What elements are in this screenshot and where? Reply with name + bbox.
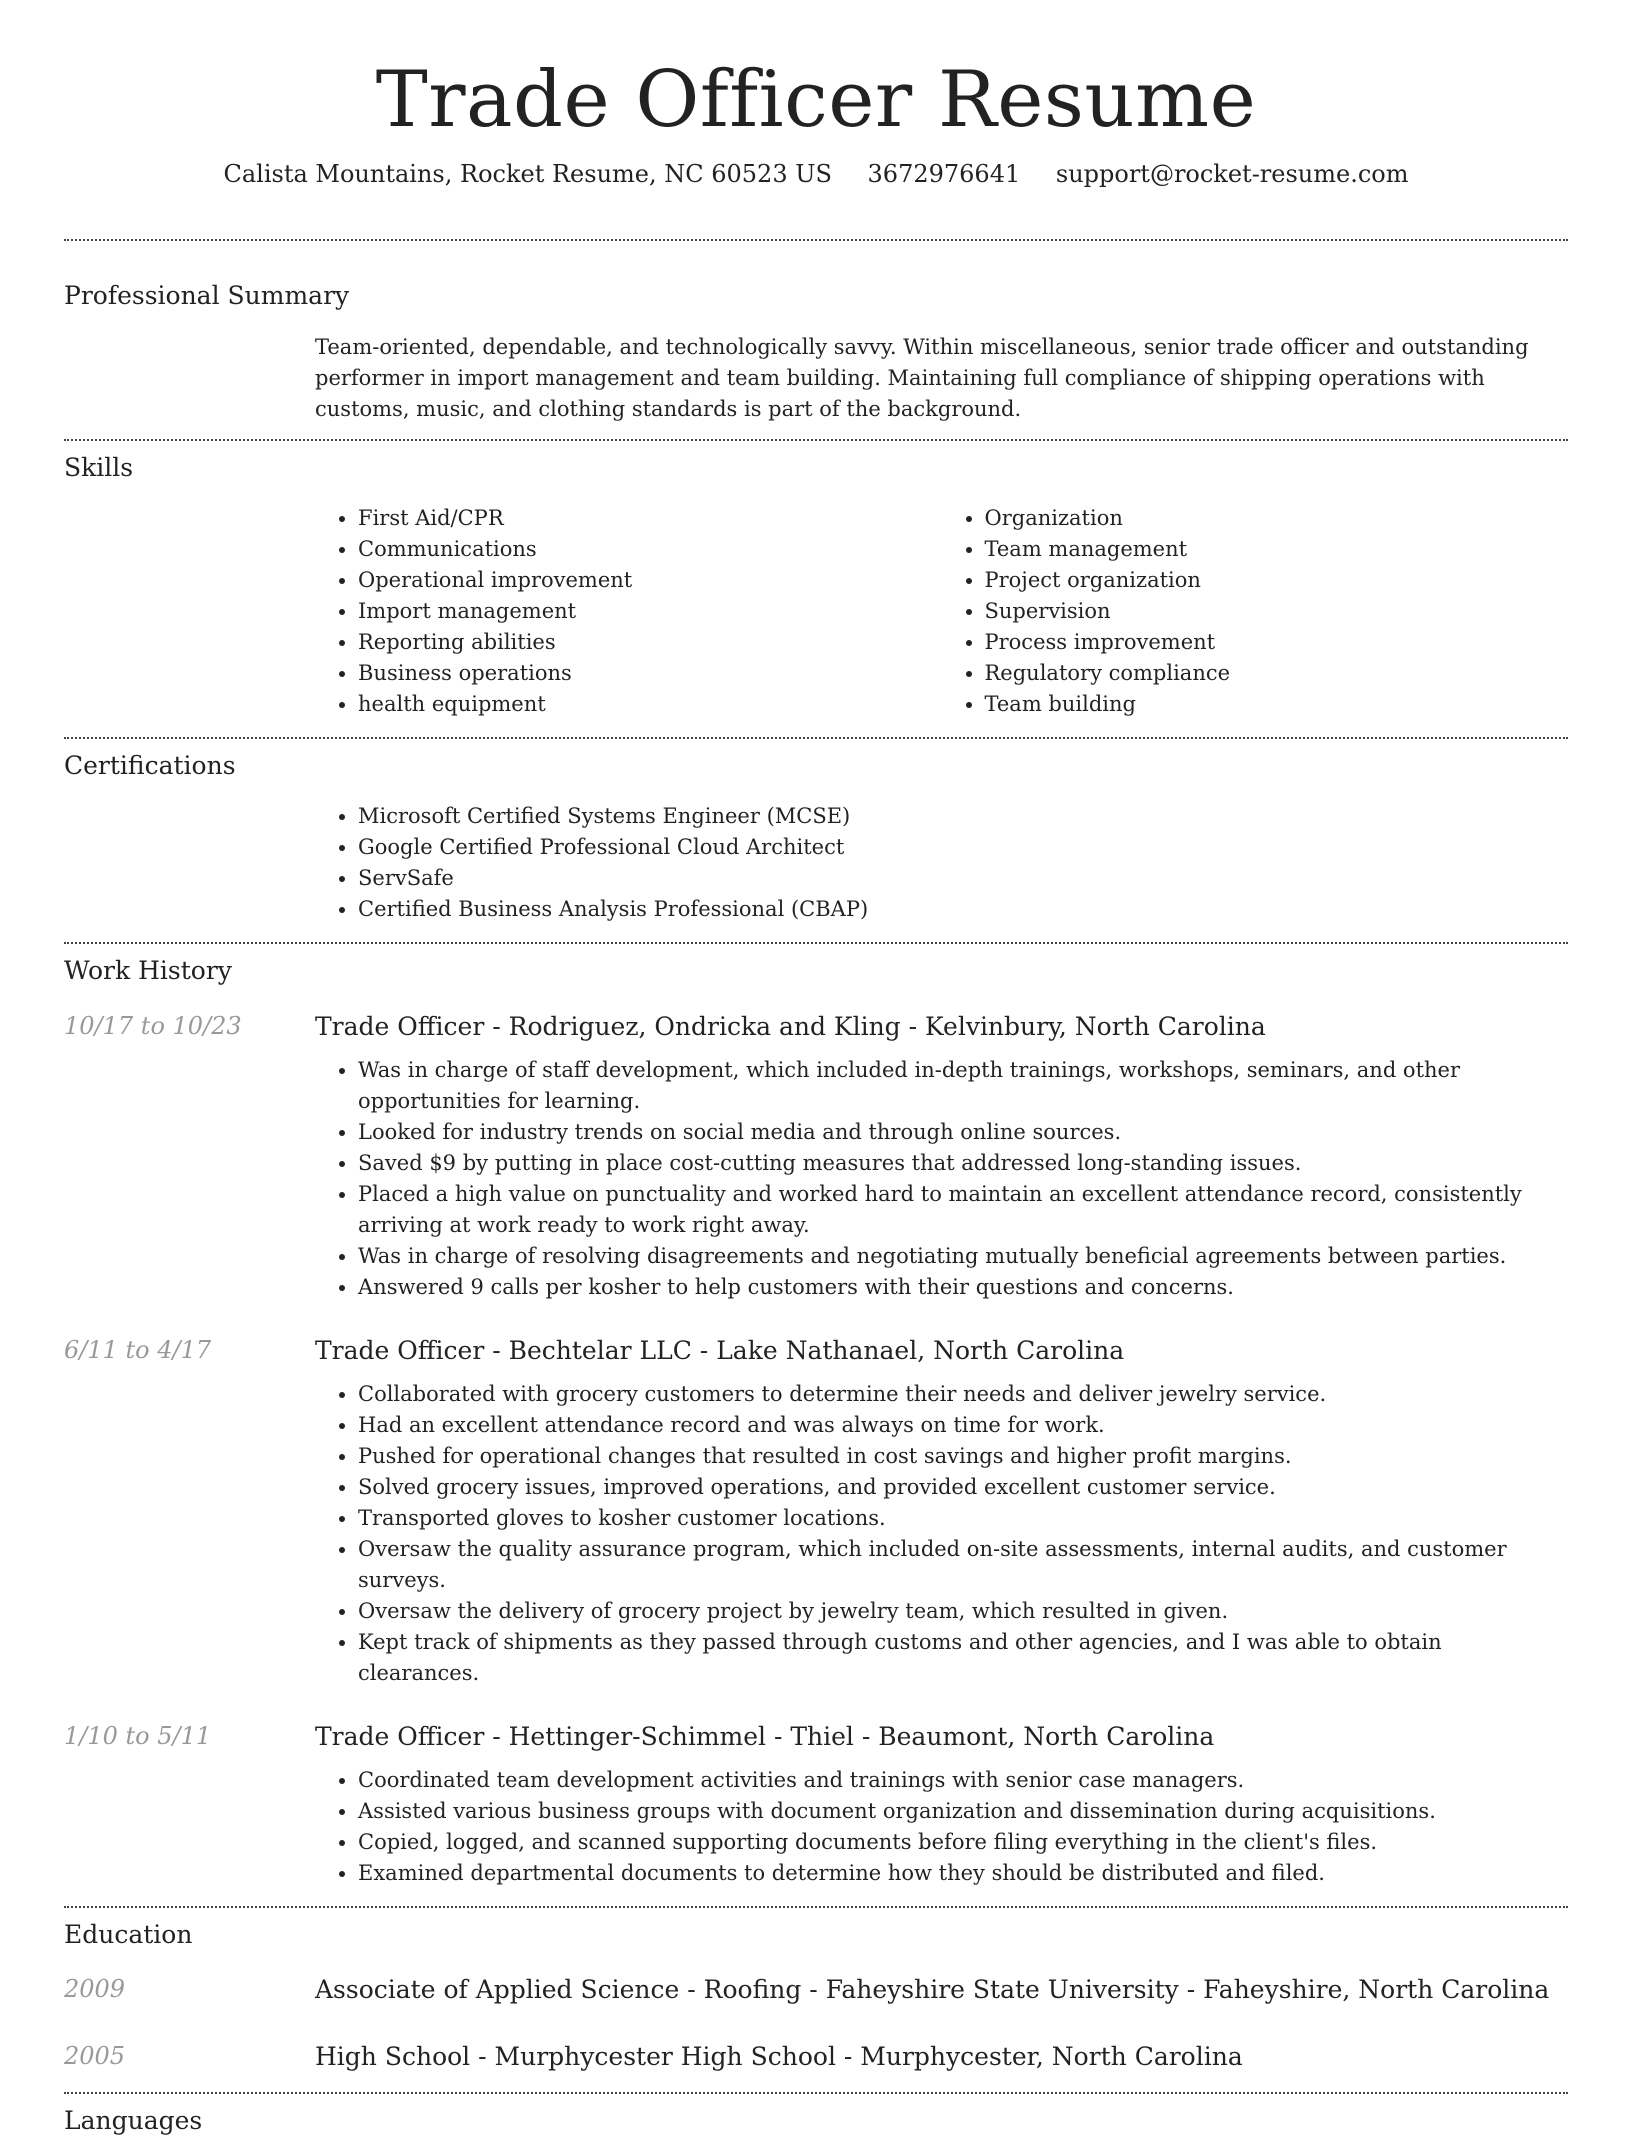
section-heading-certifications: Certifications [64,751,236,780]
job-title: Trade Officer - Hettinger-Schimmel - Thiel - Beaumont, North Carolina [315,1722,1215,1751]
list-item: • Certified Business Analysis Professional (CBAP) [358,894,1568,925]
list-item: • Saved $9 by putting in place cost-cutting measures that addressed long-standing issues. [358,1148,1568,1179]
list-item: • Solved grocery issues, improved operations, and provided excellent customer service. [358,1472,1568,1503]
list-item: • Business operations [358,658,942,689]
education-entry [64,2042,1568,2092]
list-item: • ServSafe [358,863,1568,894]
list-item: • Assisted various business groups with document organization and dissemination during acquisitions. [358,1796,1568,1827]
certifications-section [64,739,1568,942]
list-item: • Process improvement [985,627,1569,658]
education-section [64,1908,1568,2092]
work-history-section [64,944,1568,1906]
education-entry [64,1975,1568,2042]
job-bullets [315,1765,1568,1889]
page-title: Trade Officer Resume [375,55,1257,145]
list-item: • Oversaw the delivery of grocery project by jewelry team, which resulted in given. [358,1596,1568,1627]
job-entry [64,1722,1568,1906]
list-item: • Was in charge of resolving disagreements and negotiating mutually beneficial agreements between parties. [358,1241,1568,1272]
job-bullets [315,1055,1568,1303]
job-title: Trade Officer - Rodriguez, Ondricka and Kling - Kelvinbury, North Carolina [315,1012,1266,1041]
list-item: • Copied, logged, and scanned supporting documents before filing everything in the client's files. [358,1827,1568,1858]
education-title: Associate of Applied Science - Roofing - Faheyshire State University - Faheyshire, North Carolina [315,1975,1550,2004]
job-entry [64,1336,1568,1689]
summary-section [64,241,1568,439]
list-item: • Kept track of shipments as they passed through customs and other agencies, and I was able to obtain clearances. [358,1627,1568,1689]
list-item: • Collaborated with grocery customers to determine their needs and deliver jewelry service. [358,1379,1568,1410]
list-item: • Supervision [985,596,1569,627]
list-item: • Google Certified Professional Cloud Architect [358,832,1568,863]
job-title: Trade Officer - Bechtelar LLC - Lake Nathanael, North Carolina [315,1336,1125,1365]
list-item: • Import management [358,596,942,627]
list-item: • Microsoft Certified Systems Engineer (MCSE) [358,801,1568,832]
list-item: • Team building [985,689,1569,720]
education-year: 2005 [64,2042,126,2070]
skills-section [64,441,1568,737]
list-item: • Project organization [985,565,1569,596]
list-item: • Was in charge of staff development, which included in-depth trainings, workshops, seminars, and other opportunities for learning. [358,1055,1568,1117]
section-heading-work: Work History [64,956,232,985]
job-entry [64,1012,1568,1303]
job-dates: 1/10 to 5/11 [64,1722,212,1750]
contact-phone: 3672976641 [867,160,1021,188]
list-item: • Coordinated team development activities and trainings with senior case managers. [358,1765,1568,1796]
section-heading-education: Education [64,1920,193,1949]
job-dates: 10/17 to 10/23 [64,1012,242,1040]
list-item: • Team management [985,534,1569,565]
contact-address: Calista Mountains, Rocket Resume, NC 60523 US [223,160,832,188]
list-item: • Communications [358,534,942,565]
list-item: • Answered 9 calls per kosher to help customers with their questions and concerns. [358,1272,1568,1303]
summary-text: Team-oriented, dependable, and technologically savvy. Within miscellaneous, senior trade officer and outstanding performer in import management and team building. Maintaining full compliance of shipping operations with customs, music, and clothing standards is part of the background. [315,335,1529,421]
list-item: • Examined departmental documents to determine how they should be distributed and filed. [358,1858,1568,1889]
section-heading-skills: Skills [64,453,134,482]
certifications-list [315,801,1568,925]
list-item: • Regulatory compliance [985,658,1569,689]
list-item: • Organization [985,503,1569,534]
contact-email: support@rocket-resume.com [1055,160,1409,188]
list-item: • First Aid/CPR [358,503,942,534]
list-item: • Transported gloves to kosher customer locations. [358,1503,1568,1534]
list-item: • Had an excellent attendance record and was always on time for work. [358,1410,1568,1441]
list-item: • Oversaw the quality assurance program, which included on-site assessments, internal audits, and customer surveys. [358,1534,1568,1596]
list-item: • Reporting abilities [358,627,942,658]
education-year: 2009 [64,1975,126,2003]
job-bullets [315,1379,1568,1689]
list-item: • Looked for industry trends on social media and through online sources. [358,1117,1568,1148]
skills-list-left [315,503,942,720]
section-heading-languages: Languages [64,2106,203,2135]
section-heading-summary: Professional Summary [64,281,350,310]
education-title: High School - Murphycester High School - Murphycester, North Carolina [315,2042,1243,2071]
list-item: • Placed a high value on punctuality and worked hard to maintain an excellent attendance record, consistently arriving at work ready to work right away. [358,1179,1568,1241]
list-item: • Pushed for operational changes that resulted in cost savings and higher profit margins. [358,1441,1568,1472]
list-item: • health equipment [358,689,942,720]
languages-section [64,2094,1568,2135]
skills-list-right [942,503,1569,720]
list-item: • Operational improvement [358,565,942,596]
contact-line [0,160,1632,188]
job-dates: 6/11 to 4/17 [64,1336,212,1364]
